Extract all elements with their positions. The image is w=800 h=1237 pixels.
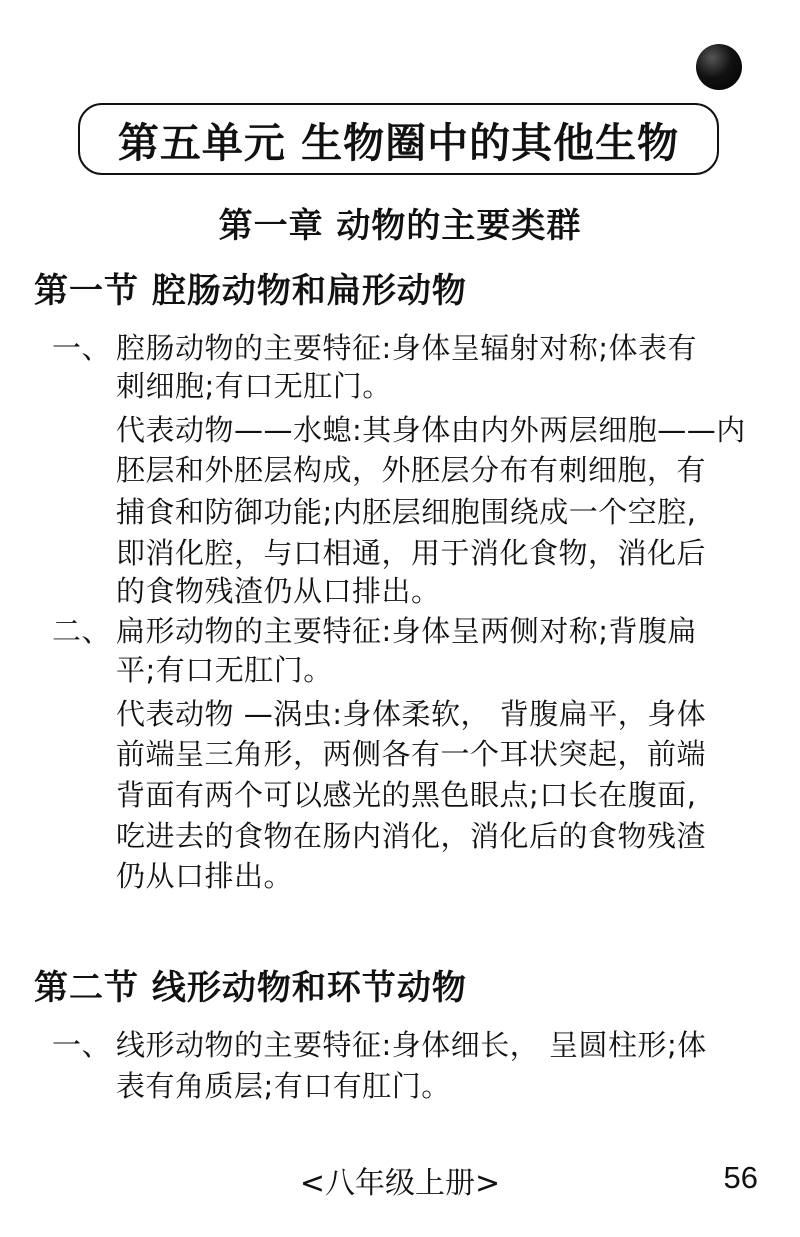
point-text-line: 平;有口无肛门。 — [116, 653, 333, 687]
section-title-1: 第一节 腔肠动物和扁形动物 — [34, 271, 467, 311]
example-text-line: 的食物残渣仍从口排出。 — [116, 574, 441, 608]
example-text-line: 胚层和外胚层构成，外胚层分布有刺细胞，有 — [116, 453, 707, 487]
unit-title: 第五单元 生物圈中的其他生物 — [78, 103, 719, 175]
example-text-line: 代表动物 —涡虫:身体柔软， 背腹扁平，身体 — [116, 697, 707, 731]
chapter-title: 第一章 动物的主要类群 — [218, 206, 582, 246]
example-text-line: 捕食和防御功能;内胚层细胞围绕成一个空腔, — [116, 495, 697, 529]
point-marker: 二、 — [52, 614, 112, 648]
example-text-line: 仍从口排出。 — [116, 859, 294, 893]
point-text-line: 表有角质层;有口有肛门。 — [116, 1069, 451, 1103]
section-title-2: 第二节 线形动物和环节动物 — [34, 968, 467, 1008]
point-text-line: 扁形动物的主要特征:身体呈两侧对称;背腹扁 — [116, 614, 698, 648]
example-text-line: 代表动物——水螅:其身体由内外两层细胞——内 — [116, 413, 746, 447]
example-text-line: 吃进去的食物在肠内消化，消化后的食物残渣 — [116, 819, 707, 853]
point-text-line: 刺细胞;有口无肛门。 — [116, 369, 392, 403]
point-text-line: 线形动物的主要特征:身体细长， 呈圆柱形;体 — [116, 1028, 707, 1062]
footer-book-title: <八年级上册> — [299, 1166, 501, 1201]
example-text-line: 即消化腔，与口相通，用于消化食物，消化后 — [116, 536, 707, 570]
point-text-line: 腔肠动物的主要特征:身体呈辐射对称;体表有 — [116, 331, 698, 365]
decorative-ball-icon — [696, 44, 742, 90]
example-text-line: 前端呈三角形，两侧各有一个耳状突起，前端 — [116, 737, 707, 771]
example-text-line: 背面有两个可以感光的黑色眼点;口长在腹面, — [116, 778, 697, 812]
page-number: 56 — [723, 1160, 758, 1195]
point-marker: 一、 — [52, 1028, 112, 1062]
point-marker: 一、 — [52, 331, 112, 365]
